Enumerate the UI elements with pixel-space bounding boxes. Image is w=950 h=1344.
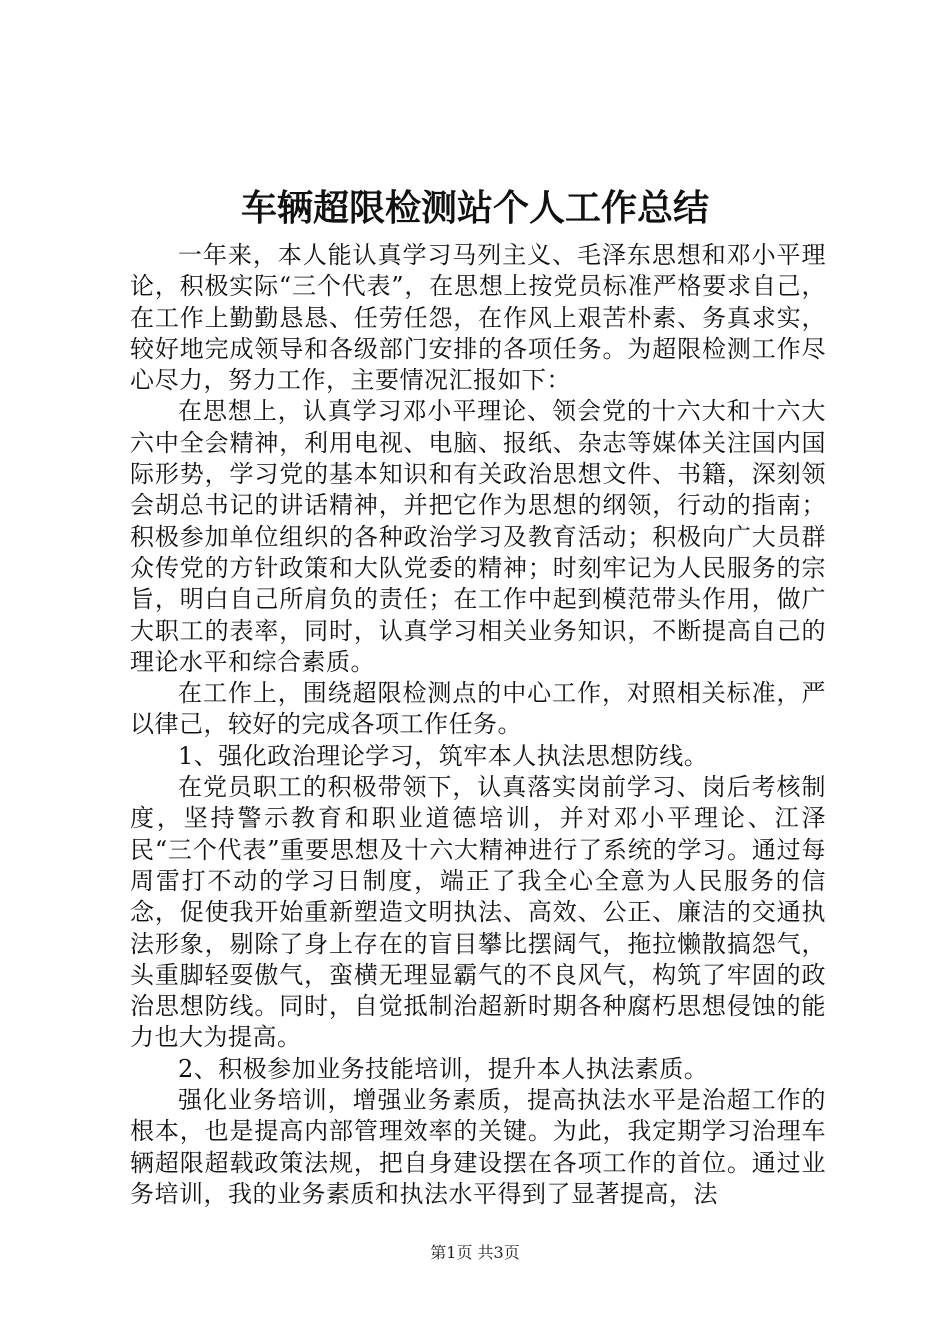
paragraph-work: 在工作上，围绕超限检测点的中心工作，对照相关标准，严以律己，较好的完成各项工作任务。 <box>130 679 826 739</box>
paragraph-business-training: 强化业务培训，增强业务素质，提高执法水平是治超工作的根本，也是提高内部管理效率的关键。为此，我定期学习治理车辆超限超载政策法规，把自身建设摆在各项工作的首位。通过业务培训，我的业务素质和执法水平得到了显著提高，法 <box>130 1086 826 1208</box>
paragraph-ideology: 在思想上，认真学习邓小平理论、领会党的十六大和十六大六中全会精神，利用电视、电脑、报纸、杂志等媒体关注国内国际形势，学习党的基本知识和有关政治思想文件、书籍，深刻领会胡总书记的讲话精神，并把它作为思想的纲领，行动的指南；积极参加单位组织的各种政治学习及教育活动；积极向广大员群众传党的方针政策和大队党委的精神；时刻牢记为人民服务的宗旨，明白自己所肩负的责任；在工作中起到模范带头作用，做广大职工的表率，同时，认真学习相关业务知识，不断提高自己的理论水平和综合素质。 <box>130 397 826 676</box>
document-title: 车辆超限检测站个人工作总结 <box>240 187 709 229</box>
page-number-footer: 第1页 共3页 <box>430 1243 520 1262</box>
document-body <box>130 240 826 1210</box>
paragraph-intro: 一年来，本人能认真学习马列主义、毛泽东思想和邓小平理论，积极实际“三个代表”，在思想上按党员标准严格要求自己，在工作上勤勤恳恳、任劳任怨，在作风上艰苦朴素、务真求实，较好地完成领导和各级部门安排的各项任务。为超限检测工作尽心尽力，努力工作，主要情况汇报如下： <box>130 241 826 395</box>
paragraph-political-study: 在党员职工的积极带领下，认真落实岗前学习、岗后考核制度，坚持警示教育和职业道德培训，并对邓小平理论、江泽民“三个代表”重要思想及十六大精神进行了系统的学习。通过每周雷打不动的学习日制度，端正了我全心全意为人民服务的信念，促使我开始重新塑造文明执法、高效、公正、廉洁的交通执法形象，剔除了身上存在的盲目攀比摆阔气，拖拉懒散搞怨气，头重脚轻耍傲气，蛮横无理显霸气的不良风气，构筑了牢固的政治思想防线。同时，自觉抵制治超新时期各种腐朽思想侵蚀的能力也大为提高。 <box>130 773 826 1052</box>
section-heading-1: 1、强化政治理论学习，筑牢本人执法思想防线。 <box>178 741 709 770</box>
section-heading-2: 2、积极参加业务技能培训，提升本人执法素质。 <box>178 1054 709 1083</box>
